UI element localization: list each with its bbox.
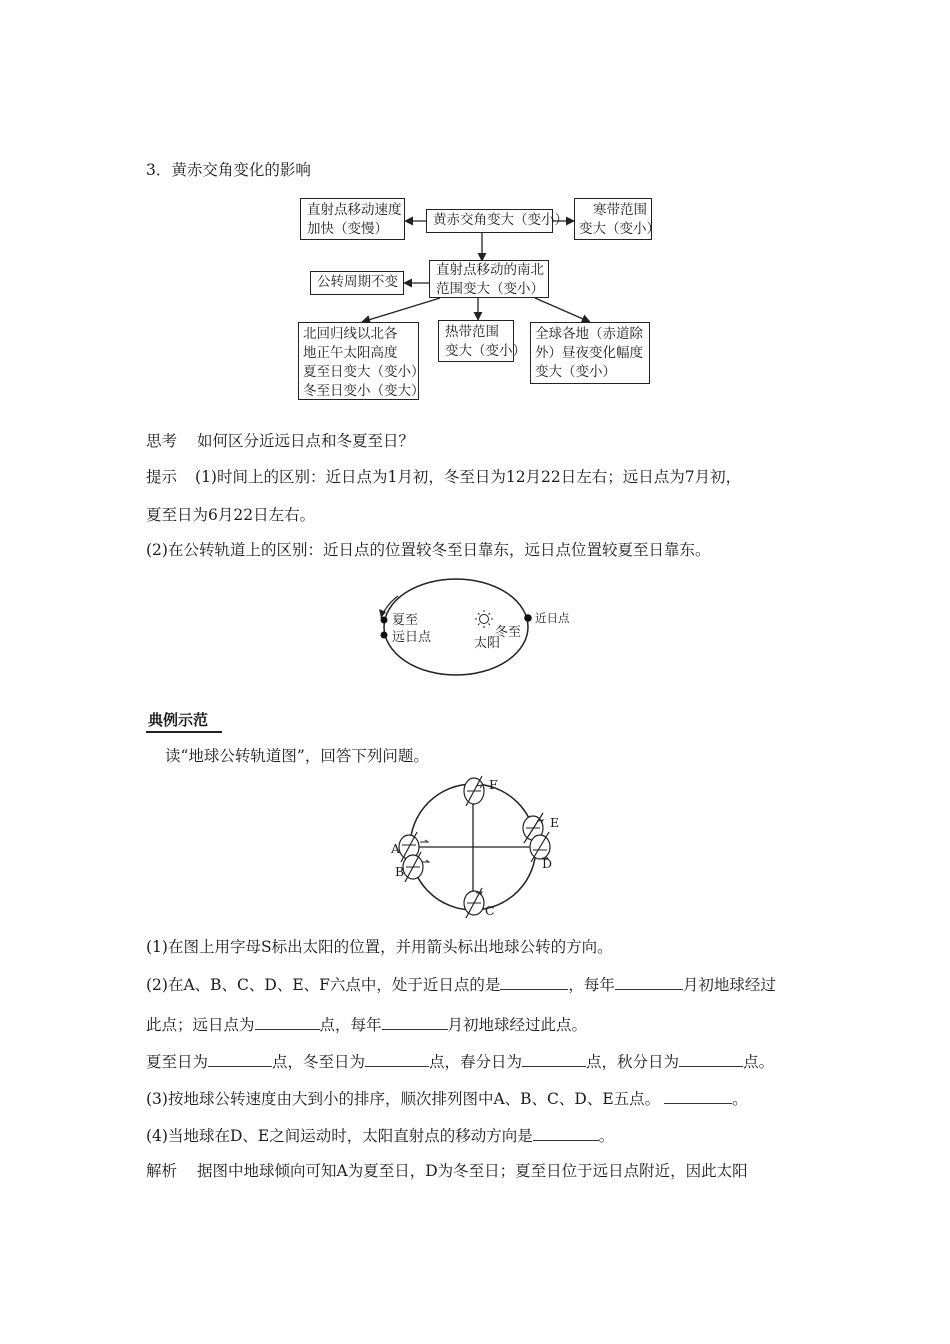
answer-blank[interactable]	[382, 1014, 448, 1030]
box-line: 寒带范围	[593, 202, 647, 218]
label-perihelion: 近日点	[535, 611, 570, 625]
q2-text: ，每年	[568, 976, 615, 994]
analysis-label: 解析	[146, 1162, 178, 1180]
box-line: 夏至日变大（变小）	[303, 364, 425, 380]
answer-blank[interactable]	[664, 1088, 732, 1104]
answer-blank[interactable]	[679, 1051, 743, 1067]
label-f: F	[489, 777, 498, 792]
question-2-line-2	[146, 1014, 587, 1035]
box-line: 直射点移动的南北	[436, 262, 544, 278]
q3-text: (3)按地球公转速度由大到小的排序，顺次排列图中A、B、C、D、E五点。	[146, 1090, 661, 1108]
hint-text-1: (1)时间上的区别：近日点为1月初，冬至日为12月22日左右；远日点为7月初，	[195, 468, 742, 486]
answer-blank[interactable]	[533, 1125, 599, 1141]
q2-text: 点，春分日为	[429, 1053, 523, 1071]
q2-text: 月初地球经过此点。	[447, 1016, 588, 1034]
q4-text: (4)当地球在D、E之间运动时，太阳直射点的移动方向是	[146, 1127, 533, 1145]
answer-blank[interactable]	[615, 974, 683, 990]
box-line: 范围变大（变小）	[436, 281, 544, 297]
box-line: 北回归线以北各	[303, 326, 398, 342]
box-line: 全球各地（赤道除	[535, 326, 643, 342]
question-2-line-1	[146, 974, 776, 995]
answer-blank[interactable]	[500, 974, 568, 990]
label-aphelion: 远日点	[392, 630, 432, 645]
section-title: 3．黄赤交角变化的影响	[146, 161, 311, 179]
box-line: 黄赤交角变大（变小）	[433, 212, 568, 228]
q2-text: 点，每年	[319, 1016, 382, 1034]
label-b: B	[395, 864, 405, 879]
hint-label: 提示	[146, 468, 178, 486]
hint-line-3: (2)在公转轨道上的区别：近日点的位置较冬至日靠东，远日点位置较夏至日靠东。	[146, 541, 711, 559]
q2-text: 点。	[743, 1053, 775, 1071]
answer-blank[interactable]	[255, 1014, 320, 1030]
think-question: 如何区分近远日点和冬夏至日？	[197, 432, 415, 450]
question-3	[146, 1088, 748, 1109]
label-d: D	[542, 856, 553, 871]
question-2-line-3	[146, 1051, 774, 1072]
example-header: 典例示范	[148, 711, 209, 729]
box-line: 加快（变慢）	[307, 221, 388, 237]
example-intro: 读“地球公转轨道图”，回答下列问题。	[165, 747, 429, 765]
earth-c	[464, 888, 484, 918]
box-line: 地正午太阳高度	[303, 345, 398, 361]
analysis-line	[146, 1161, 748, 1181]
answer-blank[interactable]	[365, 1051, 429, 1067]
earth-f	[464, 776, 484, 806]
box-line: 直射点移动速度	[307, 202, 402, 218]
box-line: 变大（变小）	[579, 221, 660, 237]
box-line: 公转周期不变	[317, 274, 398, 290]
q3-text-end: 。	[732, 1090, 748, 1108]
box-line: 热带范围	[445, 324, 499, 340]
analysis-text: 据图中地球倾向可知A为夏至日，D为冬至日；夏至日位于远日点附近，因此太阳	[197, 1162, 748, 1180]
answer-blank[interactable]	[522, 1051, 586, 1067]
q2-text: 月初地球经过	[682, 976, 776, 994]
question-1: (1)在图上用字母S标出太阳的位置，并用箭头标出地球公转的方向。	[146, 938, 613, 956]
label-summer: 夏至	[392, 613, 419, 628]
box-line: 变大（变小）	[445, 343, 526, 359]
answer-blank[interactable]	[208, 1051, 272, 1067]
q2-text: (2)在A、B、C、D、E、F六点中，处于近日点的是	[146, 976, 501, 994]
q4-text-end: 。	[598, 1127, 615, 1145]
question-4	[146, 1125, 614, 1146]
q2-text: 夏至日为	[146, 1053, 209, 1071]
label-e: E	[550, 815, 560, 830]
q2-text: 点，秋分日为	[586, 1053, 680, 1071]
box-line: 变大（变小）	[535, 364, 616, 380]
q2-text: 此点；远日点为	[146, 1016, 255, 1034]
label-sun: 太阳	[474, 636, 501, 651]
label-winter: 冬至	[495, 625, 522, 640]
box-line: 外）昼夜变化幅度	[535, 345, 643, 361]
hint-line-2: 夏至日为6月22日左右。	[146, 506, 316, 524]
q2-text: 点，冬至日为	[272, 1053, 366, 1071]
label-c: C	[485, 903, 495, 918]
label-a: A	[391, 841, 401, 856]
box-line: 冬至日变小（变大）	[303, 383, 425, 399]
think-label: 思考	[146, 432, 178, 450]
